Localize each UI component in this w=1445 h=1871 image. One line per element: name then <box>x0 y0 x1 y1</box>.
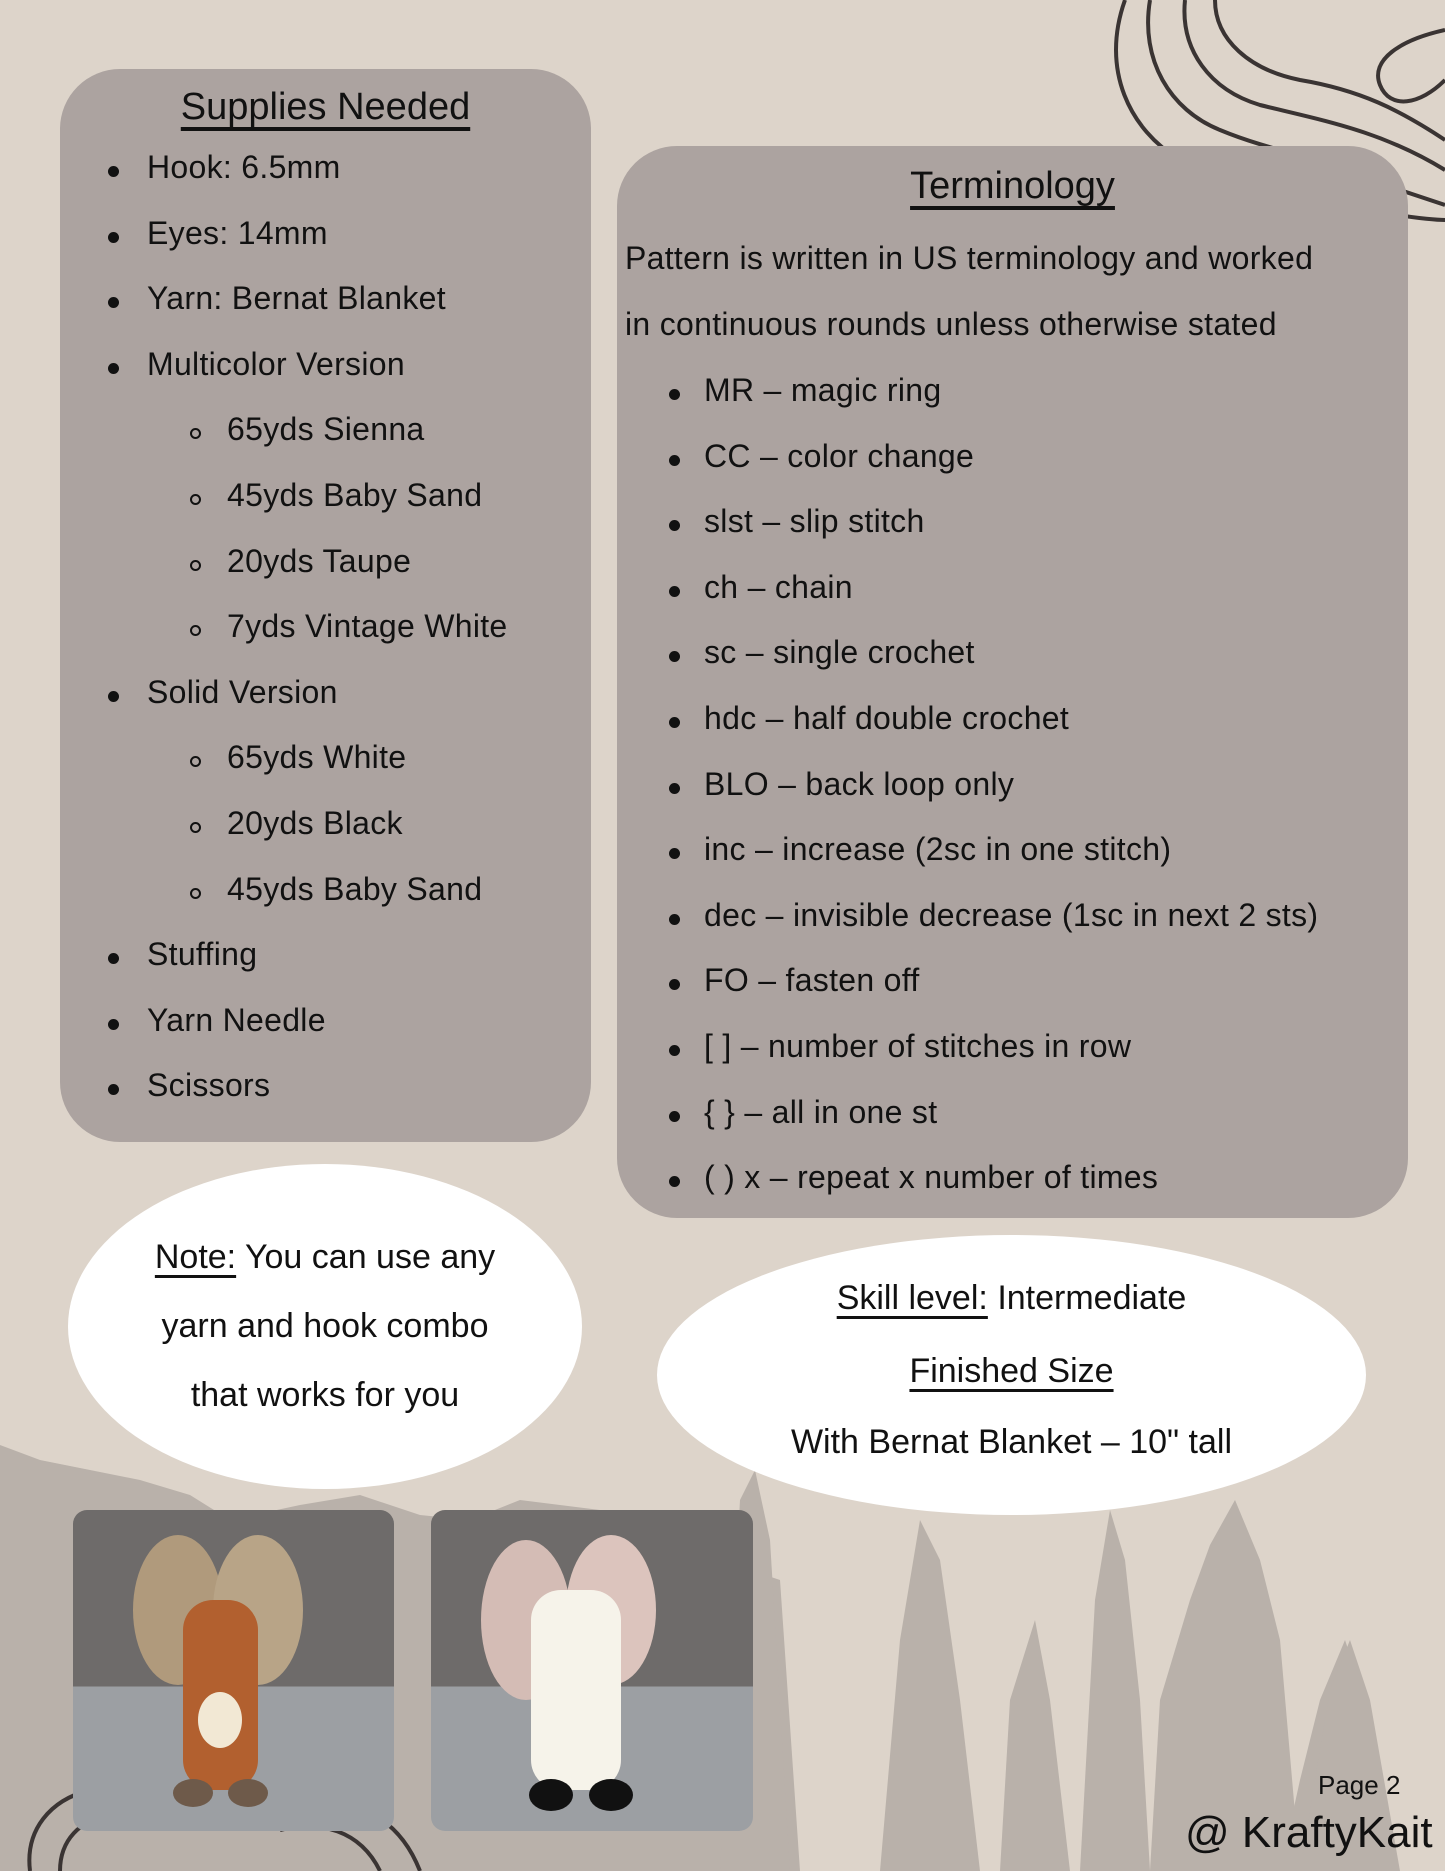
supplies-title: Supplies Needed <box>180 86 471 128</box>
bullet-icon <box>669 389 680 400</box>
supply-item: Yarn Needle <box>147 1001 326 1038</box>
bullet-icon <box>669 848 680 859</box>
term-item: ch – chain <box>704 568 853 605</box>
skill-value: Intermediate <box>997 1279 1187 1317</box>
supply-item: 65yds White <box>227 739 407 776</box>
supply-item: 7yds Vintage White <box>227 608 508 645</box>
sub-bullet-icon <box>190 560 201 571</box>
note-label: Note: <box>154 1238 237 1276</box>
supply-item: Yarn: Bernat Blanket <box>147 280 446 317</box>
ram-illustration <box>73 1510 394 1831</box>
finished-size-title: Finished Size <box>909 1352 1114 1390</box>
sub-bullet-icon <box>190 756 201 767</box>
note-line: yarn and hook combo <box>161 1307 489 1345</box>
bullet-icon <box>108 691 119 702</box>
term-item: hdc – half double crochet <box>704 700 1070 736</box>
author-handle: @ KraftyKait <box>1185 1808 1433 1857</box>
terminology-panel <box>617 146 1408 1218</box>
sub-bullet-icon <box>190 888 201 899</box>
page-number: Page 2 <box>1318 1770 1401 1800</box>
terminology-title: Terminology <box>910 165 1115 207</box>
note-bubble <box>68 1164 582 1489</box>
bullet-icon <box>669 979 680 990</box>
sub-bullet-icon <box>190 428 201 439</box>
bullet-icon <box>108 1084 119 1095</box>
sub-bullet-icon <box>190 625 201 636</box>
bullet-icon <box>669 1176 680 1187</box>
supply-item: Multicolor Version <box>147 345 405 382</box>
bullet-icon <box>669 717 680 728</box>
bullet-icon <box>108 1019 119 1030</box>
bullet-icon <box>669 455 680 466</box>
bullet-icon <box>669 520 680 531</box>
note-line: that works for you <box>190 1376 460 1414</box>
supply-item: Eyes: 14mm <box>147 214 328 251</box>
bullet-icon <box>669 1045 680 1056</box>
term-item: slst – slip stitch <box>704 503 925 540</box>
term-item: inc – increase (2sc in one stitch) <box>704 831 1172 868</box>
ram-illustration <box>431 1510 753 1831</box>
bullet-icon <box>108 232 119 243</box>
supply-item: 20yds Black <box>227 805 403 841</box>
bullet-icon <box>669 651 680 662</box>
sub-bullet-icon <box>190 822 201 833</box>
term-item: dec – invisible decrease (1sc in next 2 sts) <box>704 896 1319 933</box>
bullet-icon <box>669 586 680 597</box>
term-item: [ ] – number of stitches in row <box>704 1028 1132 1064</box>
bullet-icon <box>108 297 119 308</box>
term-item: sc – single crochet <box>704 634 975 671</box>
bullet-icon <box>108 363 119 374</box>
bullet-icon <box>669 914 680 925</box>
supply-item: Hook: 6.5mm <box>147 149 341 185</box>
term-item: { } – all in one st <box>704 1093 938 1130</box>
terminology-intro-line: Pattern is written in US terminology and worked <box>625 240 1314 276</box>
skill-bubble <box>657 1235 1366 1515</box>
bullet-icon <box>108 953 119 964</box>
bullet-icon <box>669 783 680 794</box>
sub-bullet-icon <box>190 494 201 505</box>
supply-item: Stuffing <box>147 936 258 973</box>
term-item: ( ) x – repeat x number of times <box>704 1159 1159 1196</box>
terminology-intro-line: in continuous rounds unless otherwise stated <box>625 306 1277 342</box>
supply-item: Solid Version <box>147 673 338 710</box>
finished-size-value: With Bernat Blanket – 10" tall <box>790 1423 1233 1461</box>
supply-item: Scissors <box>147 1067 271 1104</box>
bullet-icon <box>669 1111 680 1122</box>
supplies-panel <box>60 69 591 1142</box>
supply-item: 45yds Baby Sand <box>227 477 483 513</box>
term-item: FO – fasten off <box>704 962 920 999</box>
term-item: CC – color change <box>704 437 975 474</box>
photo-solid-ram <box>431 1510 753 1831</box>
supply-item: 20yds Taupe <box>227 542 412 579</box>
bullet-icon <box>108 166 119 177</box>
supply-item: 65yds Sienna <box>227 411 425 448</box>
term-item: BLO – back loop only <box>704 765 1015 802</box>
term-item: MR – magic ring <box>704 372 942 408</box>
photo-multicolor-ram <box>73 1510 394 1831</box>
skill-label: Skill level: <box>836 1279 988 1317</box>
supply-item: 45yds Baby Sand <box>227 870 483 907</box>
note-line: You can use any <box>244 1238 496 1276</box>
